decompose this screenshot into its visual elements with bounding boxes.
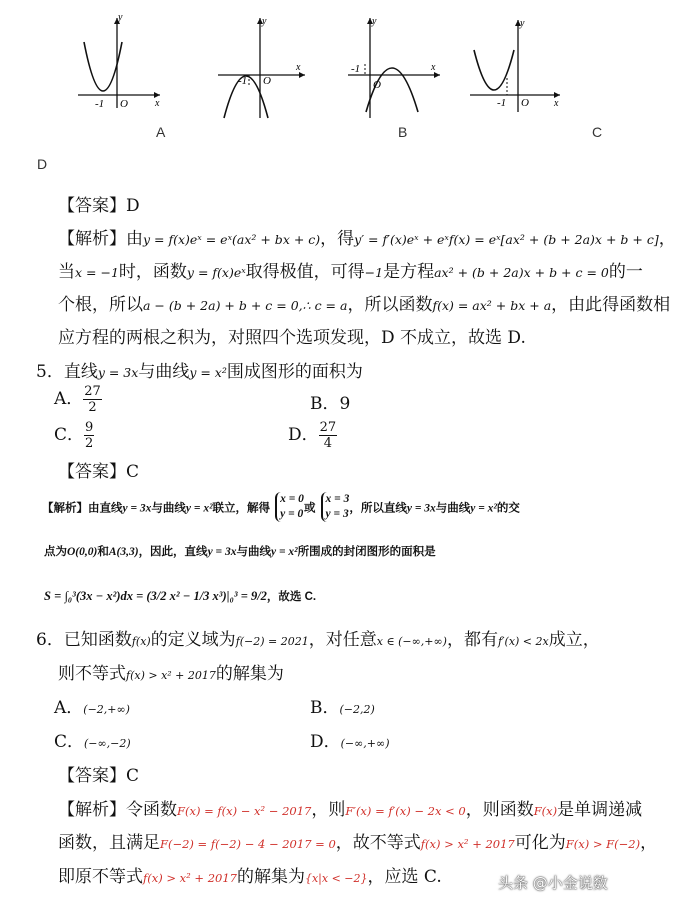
graph-label-a: A — [156, 124, 166, 140]
graph-d-tick: -1 — [497, 97, 507, 109]
graph-label-b: B — [398, 124, 408, 140]
graph-b-y-label: y — [262, 16, 267, 27]
graph-b-tick: -1 — [238, 75, 248, 87]
q5-option-d: D． $\frac{27}{4}$ — [288, 420, 337, 451]
graph-a-y-label: y — [118, 12, 123, 23]
graph-d-origin: O — [521, 97, 529, 109]
q5-option-a: A． $\frac{27}{2}$ — [54, 384, 101, 415]
graph-label-d: D — [37, 156, 48, 172]
q6-option-b: B．(−2,2) — [310, 698, 375, 718]
graph-c-x-label: x — [431, 62, 436, 73]
q5-expl-line3: S = ∫₀³(3x − x²)dx = (3/2 x² − 1/3 x³)|₀³ = 9/2，故选 C. — [44, 589, 317, 603]
graph-a-tick: -1 — [95, 98, 105, 110]
q5-stem: 5．直线y = 3x与曲线y = x²围成图形的面积为 — [36, 362, 363, 382]
graph-a-x-label: x — [155, 98, 160, 109]
q5-expl-line1: 【解析】由直线y = 3x与曲线y = x²联立，解得 x = 0 y = 0 或 x = 3 y = 3 ，所以直线y = 3x与曲线y = x²的交 — [42, 493, 520, 520]
q4-expl-line2: 当x = −1时，函数y = f(x)eˣ取得极值，可得−1是方程ax² + (b + 2a)x + b + c = 0的一 — [58, 262, 643, 282]
graph-a-origin: O — [120, 98, 128, 110]
q4-answer: 【答案】D — [58, 196, 140, 216]
graph-d-x-label: x — [554, 98, 559, 109]
q6-stem-line1: 6．已知函数f(x)的定义域为f(−2) = 2021，对任意x ∈ (−∞,+∞)，都有f′(x) < 2x成立， — [36, 630, 600, 650]
graph-c-y-label: y — [372, 16, 377, 27]
graph-d — [470, 18, 560, 112]
graph-c-tick: -1 — [351, 63, 361, 75]
q6-expl-line3: 即原不等式f(x) > x² + 2017的解集为{x|x < −2}，应选 C. — [58, 867, 442, 887]
q6-option-a: A．(−2,+∞) — [54, 698, 130, 718]
graph-b-x-label: x — [296, 62, 301, 73]
graph-b-origin: O — [263, 75, 271, 87]
q5-option-b: B．9 — [310, 394, 351, 414]
q6-stem-line2: 则不等式f(x) > x² + 2017的解集为 — [58, 664, 284, 684]
q4-expl-line4: 应方程的两根之积为，对照四个选项发现，D 不成立，故选 D. — [58, 328, 526, 348]
graph-d-y-label: y — [520, 18, 525, 29]
q5-system-1: x = 0 y = 0 — [275, 492, 304, 522]
q5-option-c: C． $\frac{9}{2}$ — [54, 420, 94, 451]
graph-label-c: C — [592, 124, 603, 140]
q6-answer: 【答案】C — [58, 766, 140, 786]
watermark: 头条 @小金说数 — [498, 874, 608, 892]
q6-option-c: C．(−∞,−2) — [54, 732, 131, 752]
graph-c-origin: O — [373, 79, 381, 91]
q6-expl-line2: 函数，且满足F(−2) = f(−2) − 4 − 2017 = 0，故不等式f(x) > x² + 2017可化为F(x) > F(−2)， — [58, 833, 658, 853]
graph-c — [348, 16, 440, 118]
graph-b — [218, 16, 305, 118]
q5-answer: 【答案】C — [58, 462, 140, 482]
graph-a — [78, 12, 160, 110]
q5-expl-line2: 点为O(0,0)和A(3,3)，因此，直线y = 3x与曲线y = x²所围成的封闭图形的面积是 — [44, 546, 436, 558]
q4-expl-line3: 个根，所以a − (b + 2a) + b + c = 0,∴ c = a，所以函数f(x) = ax² + bx + a，由此得函数相 — [58, 295, 671, 315]
option-graphs — [0, 0, 640, 150]
q4-expl-line1: 【解析】由y = f(x)eˣ = eˣ(ax² + bx + c)，得y′ = f′(x)eˣ + eˣf(x) = eˣ[ax² + (b + 2a)x + b + c]， — [58, 229, 676, 249]
q5-system-2: x = 3 y = 3 — [321, 492, 350, 522]
q6-option-d: D．(−∞,+∞) — [310, 732, 390, 752]
q6-expl-line1: 【解析】令函数F(x) = f(x) − x² − 2017，则F′(x) = f′(x) − 2x < 0，则函数F(x)是单调递减 — [58, 800, 643, 820]
